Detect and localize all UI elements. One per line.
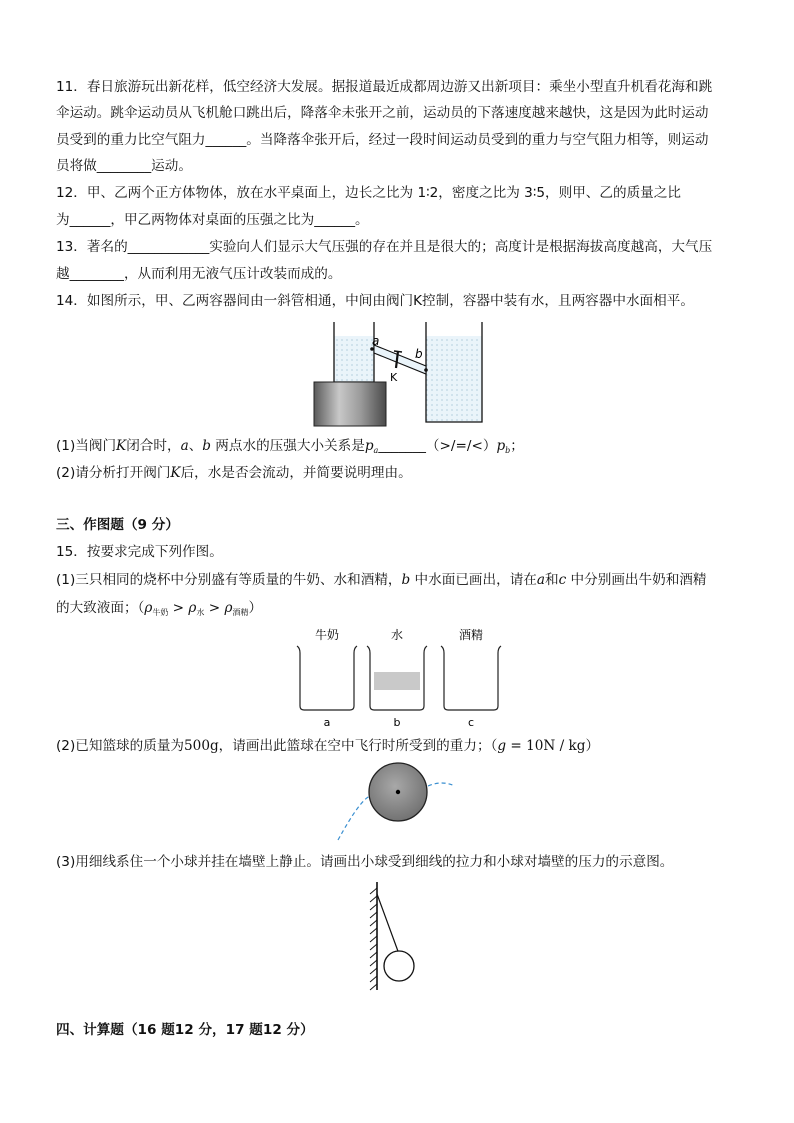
q15-part-3: (3)用细线系住一个小球并挂在墙壁上静止。请画出小球受到细线的拉力和小球对墙壁的压力的示意图。 (56, 854, 674, 870)
q11-line-2: 伞运动。跳伞运动员从飞机舱口跳出后，降落伞未张开之前，运动员的下落速度越来越快，这是因为此时运动 (56, 105, 709, 121)
water-level (374, 672, 420, 690)
q15-stem: 15．按要求完成下列作图。 (56, 544, 223, 560)
beaker-a-top-label: 牛奶 (314, 628, 340, 642)
ball-center-dot (396, 790, 400, 794)
stand-block (314, 382, 386, 426)
beaker-b (367, 627, 427, 729)
label-b: b (415, 347, 423, 361)
beaker-a (297, 627, 357, 729)
q11-line-1: 11．春日旅游玩出新花样，低空经济大发展。据报道最近成都周边游又出新项目：乘坐小型直升机看花海和跳 (56, 79, 713, 95)
string (377, 894, 399, 954)
label-k: K (390, 371, 398, 384)
q14-stem: 14．如图所示，甲、乙两容器间由一斜管相通，中间由阀门K控制，容器中装有水，且两容器中水面相平。 (56, 293, 694, 309)
section-3-title: 三、作图题（9 分） (56, 517, 179, 533)
beaker-c-bottom-label: c (467, 716, 475, 729)
section-4-title: 四、计算题（16 题12 分，17 题12 分） (56, 1022, 314, 1038)
label-a: a (372, 334, 380, 348)
wall-ball-figure (365, 880, 425, 995)
beaker-c-top-label: 酒精 (458, 628, 484, 642)
beakers-figure (290, 626, 510, 734)
q14-container-figure (300, 318, 500, 430)
beaker-b-top-label: 水 (390, 628, 404, 642)
q12-line-2: 为______，甲乙两物体对桌面的压强之比为______。 (56, 212, 369, 228)
q15-part-2: (2)已知篮球的质量为500g，请画出此篮球在空中飞行时所受到的重力；（g = 10N / kg） (56, 738, 600, 754)
q14-part-2: (2)请分析打开阀门K后，水是否会流动，并简要说明理由。 (56, 465, 412, 481)
q13-line-1: 13．著名的____________实验向人们显示大气压强的存在并且是很大的；高度计是根据海拔高度越高，大气压 (56, 239, 713, 255)
point-b (424, 368, 428, 372)
beaker-b-bottom-label: b (393, 716, 401, 729)
beaker-c (441, 627, 501, 729)
beaker-a-bottom-label: a (323, 716, 331, 729)
small-ball (384, 951, 414, 981)
q11-line-3: 员受到的重力比空气阻力______。当降落伞张开后，经过一段时间运动员受到的重力与空气阻力相等，则运动 (56, 132, 709, 148)
q11-line-4: 员将做________运动。 (56, 158, 192, 174)
basketball-figure (330, 760, 470, 850)
q13-line-2: 越________，从而利用无液气压计改装而成的。 (56, 266, 342, 282)
q15-part-1-line-2: 的大致液面；$(\rho_{牛奶} > \rho_水 > \rho_{酒精})$ (56, 600, 263, 617)
q15-part-1-line-1: (1)三只相同的烧杯中分别盛有等质量的牛奶、水和酒精，b 中水面已画出，请在a和c 中分别画出牛奶和酒精 (56, 572, 707, 588)
q14-part-1: (1)当阀门K闭合时，a、b 两点水的压强大小关系是$p_a\_\_\_\_\_\_\_(>/=/<)p_b$； (56, 438, 524, 455)
q12-line-1: 12．甲、乙两个正方体物体，放在水平桌面上，边长之比为 1∶2，密度之比为 3∶5，则甲、乙的质量之比 (56, 185, 681, 201)
